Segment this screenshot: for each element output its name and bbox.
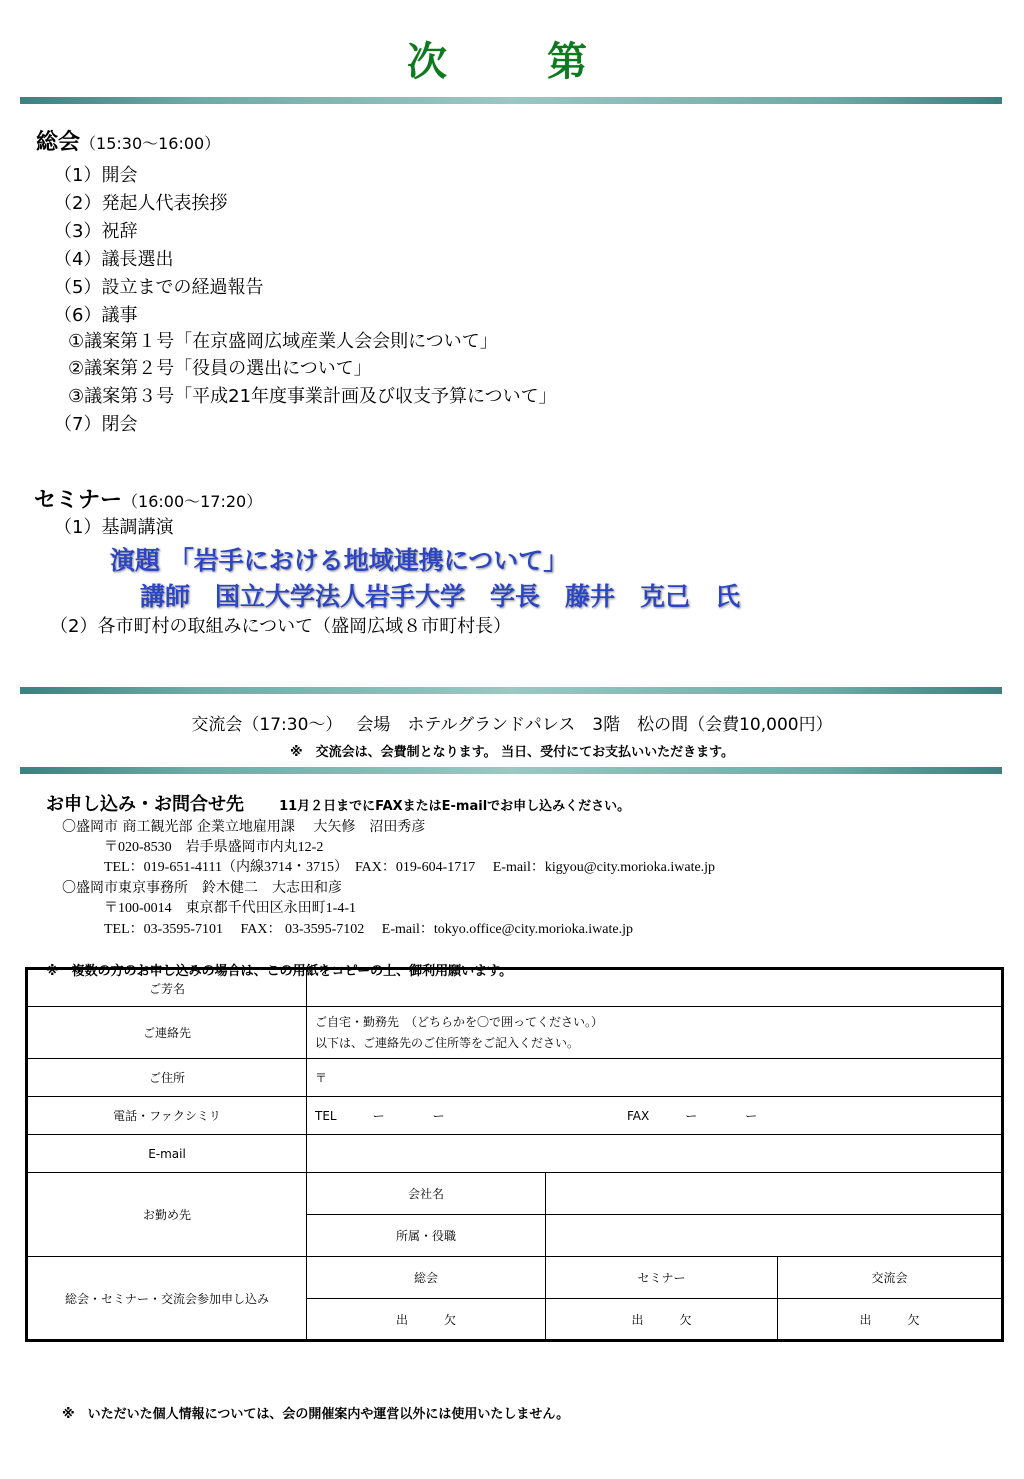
form-row-address <box>27 1059 1003 1097</box>
form-row-name <box>27 969 1003 1007</box>
form-row-contact <box>27 1007 1003 1059</box>
name-label: ご芳名 <box>27 969 307 1007</box>
attend-choice-seminar[interactable]: 出 欠 <box>546 1299 778 1341</box>
divider-middle <box>20 687 1002 694</box>
postal-mark: 〒 <box>315 1071 328 1085</box>
seminar-time: （16:00～17:20） <box>122 492 263 511</box>
company-field[interactable] <box>546 1173 1003 1215</box>
form-row-company <box>27 1173 1003 1215</box>
general-item-7: （7）閉会 <box>54 414 138 435</box>
attend-col-general: 総会 <box>307 1257 546 1299</box>
contact-instruction-1: ご自宅・勤務先 （どちらかを〇で囲ってください。） <box>315 1014 604 1029</box>
general-title: 総会 <box>36 130 81 155</box>
contact-heading: お申し込み・お問合せ先 <box>46 794 244 815</box>
dept-label: 所属・役職 <box>307 1215 546 1257</box>
seminar-title: セミナー <box>34 488 123 513</box>
general-time: （15:30～16:00） <box>80 134 221 153</box>
registration-form <box>25 967 1004 1342</box>
general-heading <box>36 125 220 156</box>
employer-label: お勤め先 <box>27 1173 307 1257</box>
email-field[interactable] <box>307 1135 1003 1173</box>
seminar-item-2: （2）各市町村の取組みについて（盛岡広域８市町村長） <box>50 616 512 637</box>
seminar-heading <box>34 483 262 514</box>
contact-phone-1: TEL：019-651-4111（内線3714・3715） FAX：019-604-1717 E-mail：kigyou@city.morioka.iwate.jp <box>104 860 716 875</box>
form-row-phone <box>27 1097 1003 1135</box>
attend-col-exchange: 交流会 <box>778 1257 1003 1299</box>
dept-field[interactable] <box>546 1215 1003 1257</box>
company-label: 会社名 <box>307 1173 546 1215</box>
phone-field[interactable] <box>307 1097 1003 1135</box>
general-item-1: （1）開会 <box>54 165 138 186</box>
exchange-info: 交流会（17:30～） 会場 ホテルグランドパレス 3階 松の間（会費10,000円） <box>191 715 833 735</box>
attend-label: 総会・セミナー・交流会参加申し込み <box>27 1257 307 1341</box>
agenda-item-2: ②議案第２号「役員の選出について」 <box>68 358 372 379</box>
name-field[interactable] <box>307 969 1003 1007</box>
tel-text: TEL ー ー <box>315 1109 445 1123</box>
divider-top <box>20 97 1002 104</box>
page-title: 次 第 <box>407 39 617 85</box>
attend-col-seminar: セミナー <box>546 1257 778 1299</box>
contact-field[interactable] <box>307 1007 1003 1059</box>
general-item-3: （3）祝辞 <box>54 221 138 242</box>
lecture-speaker: 講師 国立大学法人岩手大学 学長 藤井 克己 氏 <box>140 582 741 611</box>
agenda-item-3: ③議案第３号「平成21年度事業計画及び収支予算について」 <box>68 386 557 407</box>
divider-bottom <box>20 767 1002 774</box>
attend-choice-exchange[interactable]: 出 欠 <box>778 1299 1003 1341</box>
phone-label: 電話・ファクシミリ <box>27 1097 307 1135</box>
privacy-note: ※ いただいた個人情報については、会の開催案内や運営以外には使用いたしません。 <box>62 1407 570 1422</box>
lecture-topic: 演題 「岩手における地域連携について」 <box>110 546 569 575</box>
contact-office-2: 〇盛岡市東京事務所 鈴木健二 大志田和彦 <box>62 880 342 896</box>
email-label: E-mail <box>27 1135 307 1173</box>
fax-text: FAX ー ー <box>627 1109 758 1123</box>
contact-address-2: 〒100-0014 東京都千代田区永田町1-4-1 <box>104 901 356 916</box>
contact-office-1: 〇盛岡市 商工観光部 企業立地雇用課 大矢修 沼田秀彦 <box>62 819 426 835</box>
general-item-6: （6）議事 <box>54 305 138 326</box>
form-row-attend-header <box>27 1257 1003 1299</box>
general-item-4: （4）議長選出 <box>54 249 174 270</box>
exchange-note: ※ 交流会は、会費制となります。 当日、受付にてお支払いいただきます。 <box>289 745 735 760</box>
address-label: ご住所 <box>27 1059 307 1097</box>
contact-header <box>46 790 630 816</box>
general-item-2: （2）発起人代表挨拶 <box>54 193 228 214</box>
agenda-item-1: ①議案第１号「在京盛岡広域産業人会会則について」 <box>68 331 498 352</box>
contact-deadline: 11月２日までにFAXまたはE-mailでお申し込みください。 <box>279 799 631 814</box>
form-row-email <box>27 1135 1003 1173</box>
seminar-item-1: （1）基調講演 <box>54 517 174 538</box>
address-field[interactable] <box>307 1059 1003 1097</box>
contact-address-1: 〒020-8530 岩手県盛岡市内丸12-2 <box>104 840 324 855</box>
contact-instruction-2: 以下は、ご連絡先のご住所等をご記入ください。 <box>315 1035 580 1050</box>
general-item-5: （5）設立までの経過報告 <box>54 277 264 298</box>
contact-label: ご連絡先 <box>27 1007 307 1059</box>
attend-choice-general[interactable]: 出 欠 <box>307 1299 546 1341</box>
copy-note: ※ 複数の方のお申し込みの場合は、この用紙をコピーの上、御利用願います。 <box>46 964 513 979</box>
contact-phone-2: TEL：03-3595-7101 FAX： 03-3595-7102 E-mail：tokyo.office@city.morioka.iwate.jp <box>104 922 633 937</box>
